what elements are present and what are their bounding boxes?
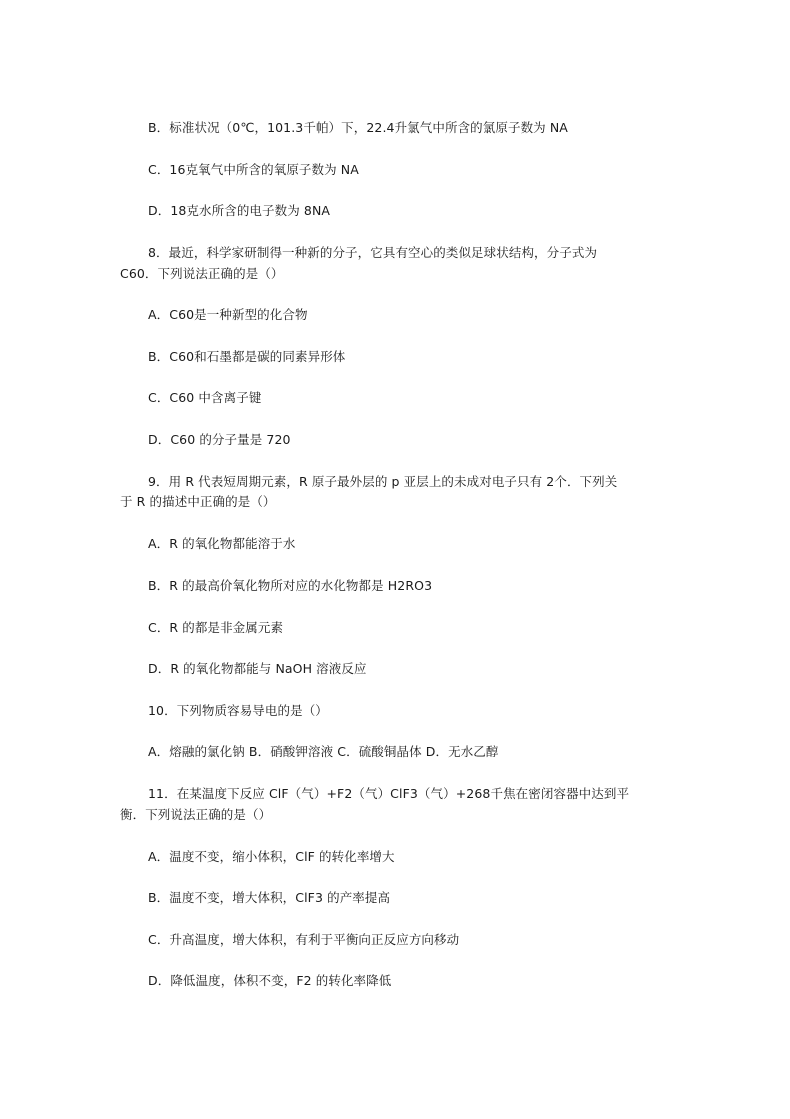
- question-8-line-2: C60．下列说法正确的是（）: [120, 266, 284, 281]
- option-11a: A．温度不变，缩小体积，ClF 的转化率增大: [148, 849, 395, 864]
- question-9-line-2: 于 R 的描述中正确的是（）: [120, 494, 276, 509]
- option-8c: C．C60 中含离子键: [148, 390, 262, 405]
- option-9b: B．R 的最高价氧化物所对应的水化物都是 H2RO3: [148, 578, 433, 593]
- option-11c: C．升高温度，增大体积，有利于平衡向正反应方向移动: [148, 932, 460, 947]
- question-11-line-1: 11．在某温度下反应 ClF（气）+F2（气）ClF3（气）+268千焦在密闭容器中达到平: [148, 786, 630, 801]
- option-7c: C．16克氧气中所含的氧原子数为 NA: [148, 162, 359, 177]
- option-7b: B．标准状况（0℃，101.3千帕）下，22.4升氯气中所含的氯原子数为 NA: [148, 120, 568, 135]
- option-8b: B．C60和石墨都是碳的同素异形体: [148, 349, 346, 364]
- options-10: A．熔融的氯化钠 B．硝酸钾溶液 C．硫酸铜晶体 D．无水乙醇: [148, 744, 499, 759]
- question-10: 10．下列物质容易导电的是（）: [148, 703, 328, 718]
- option-7d: D．18克水所含的电子数为 8NA: [148, 203, 331, 218]
- option-8a: A．C60是一种新型的化合物: [148, 307, 308, 322]
- option-8d: D．C60 的分子量是 720: [148, 432, 291, 447]
- option-11d: D．降低温度，体积不变，F2 的转化率降低: [148, 973, 392, 988]
- option-9d: D．R 的氧化物都能与 NaOH 溶液反应: [148, 661, 367, 676]
- option-11b: B．温度不变，增大体积，ClF3 的产率提高: [148, 890, 391, 905]
- question-8-line-1: 8．最近，科学家研制得一种新的分子，它具有空心的类似足球状结构，分子式为: [148, 245, 598, 260]
- option-9a: A．R 的氧化物都能溶于水: [148, 536, 296, 551]
- question-9-line-1: 9．用 R 代表短周期元素，R 原子最外层的 p 亚层上的未成对电子只有 2个．下列关: [148, 474, 618, 489]
- option-9c: C．R 的都是非金属元素: [148, 620, 284, 635]
- question-11-line-2: 衡．下列说法正确的是（）: [120, 807, 272, 822]
